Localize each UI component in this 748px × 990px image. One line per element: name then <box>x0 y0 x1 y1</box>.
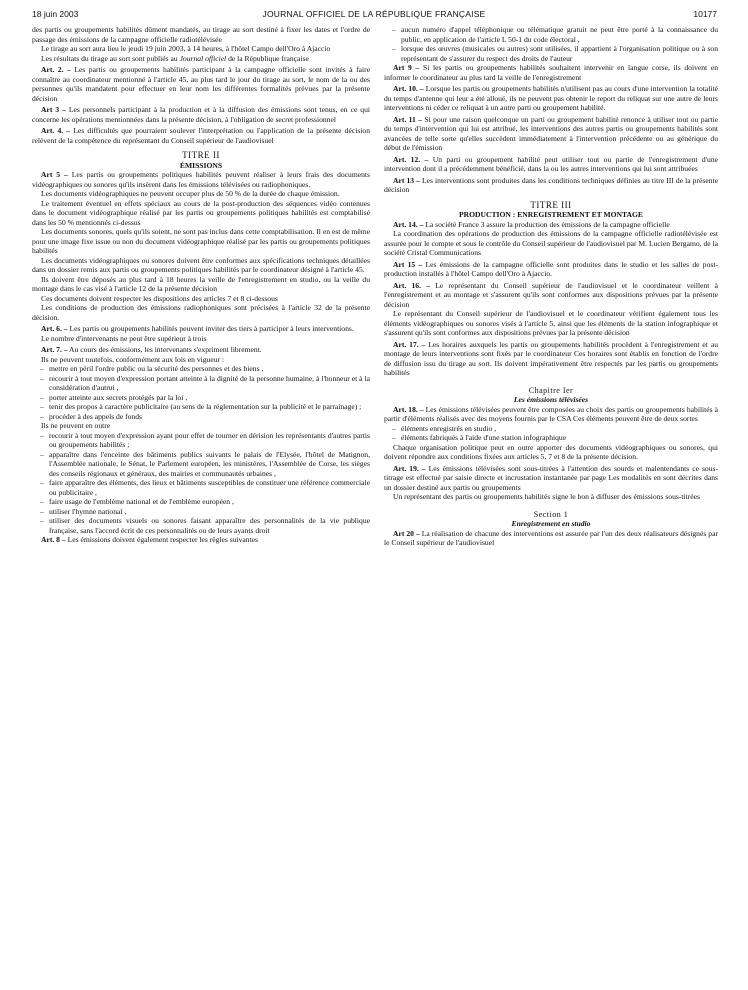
article-label: Art. 2. – <box>41 65 71 74</box>
section-heading: ÉMISSIONS <box>179 160 223 170</box>
list-item: – recourir à tout moyen d'expression portant atteinte à la dignité de la personne humaine, à l'honneur et à la considération d'autrui , <box>32 374 370 393</box>
dash-list <box>32 431 370 536</box>
article-label: Art. 8 – <box>41 535 66 544</box>
paragraph: Le traitement éventuel en effets spéciaux au cours de la post-production des séquences vidéo contenues dans le document vidéographique réalisé par les partis ou groupements politiques habilités est comptabilisé dans les 50 % mentionnés ci-dessus <box>32 198 370 227</box>
article-16: Art. 16. – Le représentant du Conseil supérieur de l'audiovisuel et le coordinateur veillent à l'enregistrement et au montage et s'assurent qu'ils sont conformes aux dispositions prévues par la présente décision <box>384 280 718 309</box>
article-5: Art 5 – Les partis ou groupements politiques habilités peuvent réaliser à leurs frais des documents vidéographiques ou sonores qu'ils insèrent dans les émissions télévisées ou radiophoniques. <box>32 170 370 189</box>
paragraph: Ces documents doivent respecter les dispositions des articles 7 et 8 ci-dessous <box>41 293 278 303</box>
list-item: – utiliser l'hymne national , <box>32 507 370 517</box>
article-label: Art 3 – <box>41 105 66 114</box>
page-header <box>0 9 748 23</box>
paragraph: Le nombre d'intervenants ne peut être supérieur à trois <box>41 333 207 343</box>
article-label: Art 20 – <box>393 528 420 538</box>
article-13: Art 13 – Les interventions sont produites dans les conditions techniques définies au titre III de la présente décision <box>384 175 718 194</box>
right-column <box>384 25 718 548</box>
article-18: Art. 18. – Les émissions télévisées peuvent être composées au choix des partis ou groupements habilités à partir d'éléments réalisés avec des moyens fournis par le CSA Ces éléments peuvent être de deux sortes <box>384 404 718 423</box>
paragraph: Ils doivent être déposés au plus tard à 18 heures la veille de l'enregistrement en studio, ou la veille du montage dans le cas visé à l'article 12 de la présente décision <box>32 274 370 293</box>
paragraph: des partis ou groupements habilités dûment mandatés, au tirage au sort destiné à fixer les dates et l'ordre de passage des émissions de la campagne officielle radiotélévisée <box>32 25 370 44</box>
article-label: Art. 4. – <box>41 126 71 135</box>
journal-title: JOURNAL OFFICIEL DE LA RÉPUBLIQUE FRANÇAISE <box>262 9 486 19</box>
list-item: – faire usage de l'emblème national et de l'emblème européen , <box>32 497 370 507</box>
article-label: Art 15 – <box>393 259 423 269</box>
list-item: – éléments enregistrés en studio , <box>384 424 718 434</box>
paragraph: Les conditions de production des émissions radiophoniques sont précisées à l'article 32 de la présente décision. <box>32 303 370 322</box>
paragraph: Les résultats du tirage au sort sont publiés au Journal officiel de la République française <box>41 53 309 63</box>
paragraph: Les documents vidéographiques ou sonores doivent être conformes aux spécifications techniques détaillées dans un dossier remis aux partis ou groupements politiques habilités par le coordinateur désigné à l'article 45. <box>32 255 370 274</box>
article-label: Art. 11 – <box>393 114 422 124</box>
paragraph: Les documents vidéographiques ne peuvent occuper plus de 50 % de la durée de chaque émission. <box>41 189 340 198</box>
article-10: Art. 10. – Lorsque les partis ou groupements habilités n'utilisent pas au cours d'une intervention la totalité du temps d'antenne qui leur a été alloué, ils ne peuvent pas obtenir le report du reliquat sur une autre de leurs interventions ni céder ce reliquat à un autre parti ou groupement habilité. <box>384 84 718 112</box>
paragraph: Le tirage au sort aura lieu le jeudi 19 juin 2003, à 14 heures, à l'hôtel Campo dell'Oro à Ajaccio <box>41 44 331 53</box>
list-item: – recourir à tout moyen d'expression ayant pour effet de tourner en dérision les représentants d'autres partis ou groupements habilités ; <box>32 431 370 450</box>
list-item: – aucun numéro d'appel téléphonique ou télématique gratuit ne peut être porté à la connaissance du public, en application de l'article L 50-1 du code électoral , <box>384 25 718 44</box>
list-item: – mettre en péril l'ordre public ou la sécurité des personnes et des biens , <box>32 364 370 374</box>
paragraph: Chaque organisation politique peut en outre apporter des documents vidéographiques ou sonores, qui doivent répondre aux conditions fixées aux articles 5, 7 et 8 de la présente décision. <box>384 442 718 461</box>
article-15: Art 15 – Les émissions de la campagne officielle sont produites dans le studio et les salles de post-production installés à l'hôtel Campo dell'Oro à Ajaccio. <box>384 259 718 278</box>
article-label: Art. 12. – <box>393 154 429 164</box>
list-item: – tenir des propos à caractère publicitaire (au sens de la réglementation sur la publicité et le parrainage) ; <box>32 402 370 412</box>
page-number: 10177 <box>693 9 717 19</box>
paragraph: La coordination des opérations de production des émissions de la campagne officielle radiotélévisée est assurée pour le compte et sous le contrôle du Conseil supérieur de l'audiovisuel par M. Lucien Bergamo, de la société Cristal Communications <box>384 229 718 257</box>
article-17: Art. 17. – Les horaires auxquels les partis ou groupements habilités procèdent à l'enregistrement et au montage de leurs interventions sont fixés par le coordinateur Ces horaires sont établis en fonction de l'ordre de diffusion issu du tirage au sort. Ils doivent impérativement être respectés par les partis ou groupements habilités <box>384 339 718 377</box>
dash-list <box>32 364 370 421</box>
article-4: Art. 4. – Les difficultés que pourraient soulever l'interprétation ou l'application de la présente décision relèvent de la compétence du représentant du Conseil supérieur de l'audiovisuel <box>32 126 370 145</box>
list-item: – lorsque des œuvres (musicales ou autres) sont utilisées, il appartient à l'organisation politique ou à son représentant de s'assurer du respect des droits de l'auteur <box>384 44 718 63</box>
article-label: Art 13 – <box>393 175 420 185</box>
header-date: 18 juin 2003 <box>32 9 79 19</box>
article-label: Art. 17. – <box>393 339 426 349</box>
section-title: Enregistrement en studio <box>511 519 591 528</box>
list-item: – porter atteinte aux secrets protégés par la loi , <box>32 393 370 403</box>
list-item: – utiliser des documents visuels ou sonores faisant apparaître des personnalités de la vie publique française, sans l'accord écrit de ces personnalités ou de leurs ayants droit <box>32 516 370 535</box>
article-20: Art 20 – La réalisation de chacune des interventions est assurée par l'un des deux réalisateurs désignés par le Conseil supérieur de l'audiovisuel <box>384 528 718 547</box>
paragraph: Ils ne peuvent en outre <box>41 421 111 430</box>
article-label: Art 9 – <box>393 63 420 72</box>
article-label: Art. 19. – <box>393 463 426 473</box>
article-6: Art. 6. – Les partis ou groupements habilités peuvent inviter des tiers à participer à leurs interventions. <box>41 324 354 333</box>
article-label: Art. 18. – <box>393 404 424 414</box>
article-19: Art. 19. – Les émissions télévisées sont sous-titrées à l'attention des sourds et malentendants ce sous-titrage est effectué par saisie directe et incrustation instantanée par page Les modalités en sont décrites dans un dossier destiné aux partis ou groupements <box>384 463 718 492</box>
title-heading: TITRE III <box>530 199 572 210</box>
list-item: – procéder à des appels de fonds <box>32 412 370 422</box>
article-label: Art 5 – <box>41 170 68 179</box>
section-heading: Section 1 <box>533 509 569 519</box>
list-item: – apparaître dans l'enceinte des bâtiments publics suivants le palais de l'Elysée, l'hôtel de Matignon, l'Assemblée nationale, le Sénat, le Parlement européen, les ministères, l'Assemblée de Corse, les sièges des conseils régionaux et généraux, des mairies et communautés urbaines , <box>32 450 370 479</box>
article-12: Art. 12. – Un parti ou groupement habilité peut utiliser tout ou partie de l'enregistrement d'une intervention dont il a précédemment bénéficié, dans la ou les autres interventions qui lui sont attribuées <box>384 154 718 173</box>
paragraph: Le représentant du Conseil supérieur de l'audiovisuel et le coordinateur vérifient également tous les éléments vidéographiques ou sonores visés à l'article 5, ainsi que les éléments de la station infographique et s'assurent qu'ils sont conformes aux dispositions prévues par la présente décision <box>384 309 718 337</box>
chapter-heading: Chapitre Ier <box>528 385 574 395</box>
dash-list <box>384 25 718 63</box>
paragraph: Ils ne peuvent toutefois, conformément aux lois en vigueur : <box>41 354 225 364</box>
article-label: Art. 16. – <box>393 280 431 290</box>
article-9: Art 9 – Si les partis ou groupements habilités souhaitent intervenir en langue corse, ils doivent en informer le coordinateur au plus tard la veille de l'enregistrement <box>384 63 718 82</box>
article-11: Art. 11 – Si pour une raison quelconque un parti ou groupement habilité renonce à utiliser tout ou partie du temps d'intervention qui lui est attribué, les interventions des autres partis ou groupements habilités sont avancées de telle sorte qu'elles succèdent immédiatement à l'intervention précédente ou au générique du début de l'émission <box>384 114 718 152</box>
article-label: Art. 10. – <box>393 84 424 93</box>
list-item: – faire apparaître des éléments, des lieux et bâtiments susceptibles de constituer une référence commerciale ou publicitaire , <box>32 478 370 497</box>
article-2: Art. 2. – Les partis ou groupements habilités participant à la campagne officielle sont invités à faire connaître au coordinateur mentionné à l'article 45, au plus tard le jour du tirage au sort, le nom de la ou des personnes qu'ils mandatent pour effectuer en leur nom les différentes formalités prévues par la présente décision <box>32 65 370 103</box>
article-3: Art 3 – Les personnels participant à la production et à la diffusion des émissions sont tenus, en ce qui concerne les opérations mentionnées dans la présente décision, à l'obligation de secret professionnel <box>32 105 370 124</box>
dash-list <box>384 424 718 443</box>
article-label: Art. 7. – <box>41 345 68 354</box>
article-label: Art. 14. – <box>393 219 424 229</box>
article-7: Art. 7. – Au cours des émissions, les intervenants s'expriment librement. <box>41 345 262 354</box>
article-14: Art. 14. – La société France 3 assure la production des émissions de la campagne officielle <box>393 219 670 229</box>
section-heading: PRODUCTION : ENREGISTREMENT ET MONTAGE <box>459 210 643 219</box>
paragraph: Les documents sonores, quels qu'ils soient, ne sont pas inclus dans cette comptabilisation. Il en est de même pour une image fixe issue ou non du document vidéographique réalisé par les partis ou groupements politiques habilités <box>32 227 370 255</box>
title-heading: TITRE II <box>182 150 220 160</box>
list-item: – éléments fabriqués à l'aide d'une station infographique <box>384 433 718 443</box>
chapter-title: Les émissions télévisées <box>513 395 589 404</box>
paragraph: Un représentant des partis ou groupements habilités signe le bon à diffuser des émissions sous-titrées <box>393 492 700 501</box>
article-label: Art. 6. – <box>41 324 68 333</box>
left-column <box>32 25 370 545</box>
article-8: Art. 8 – Les émissions doivent également respecter les règles suivantes <box>41 535 259 544</box>
